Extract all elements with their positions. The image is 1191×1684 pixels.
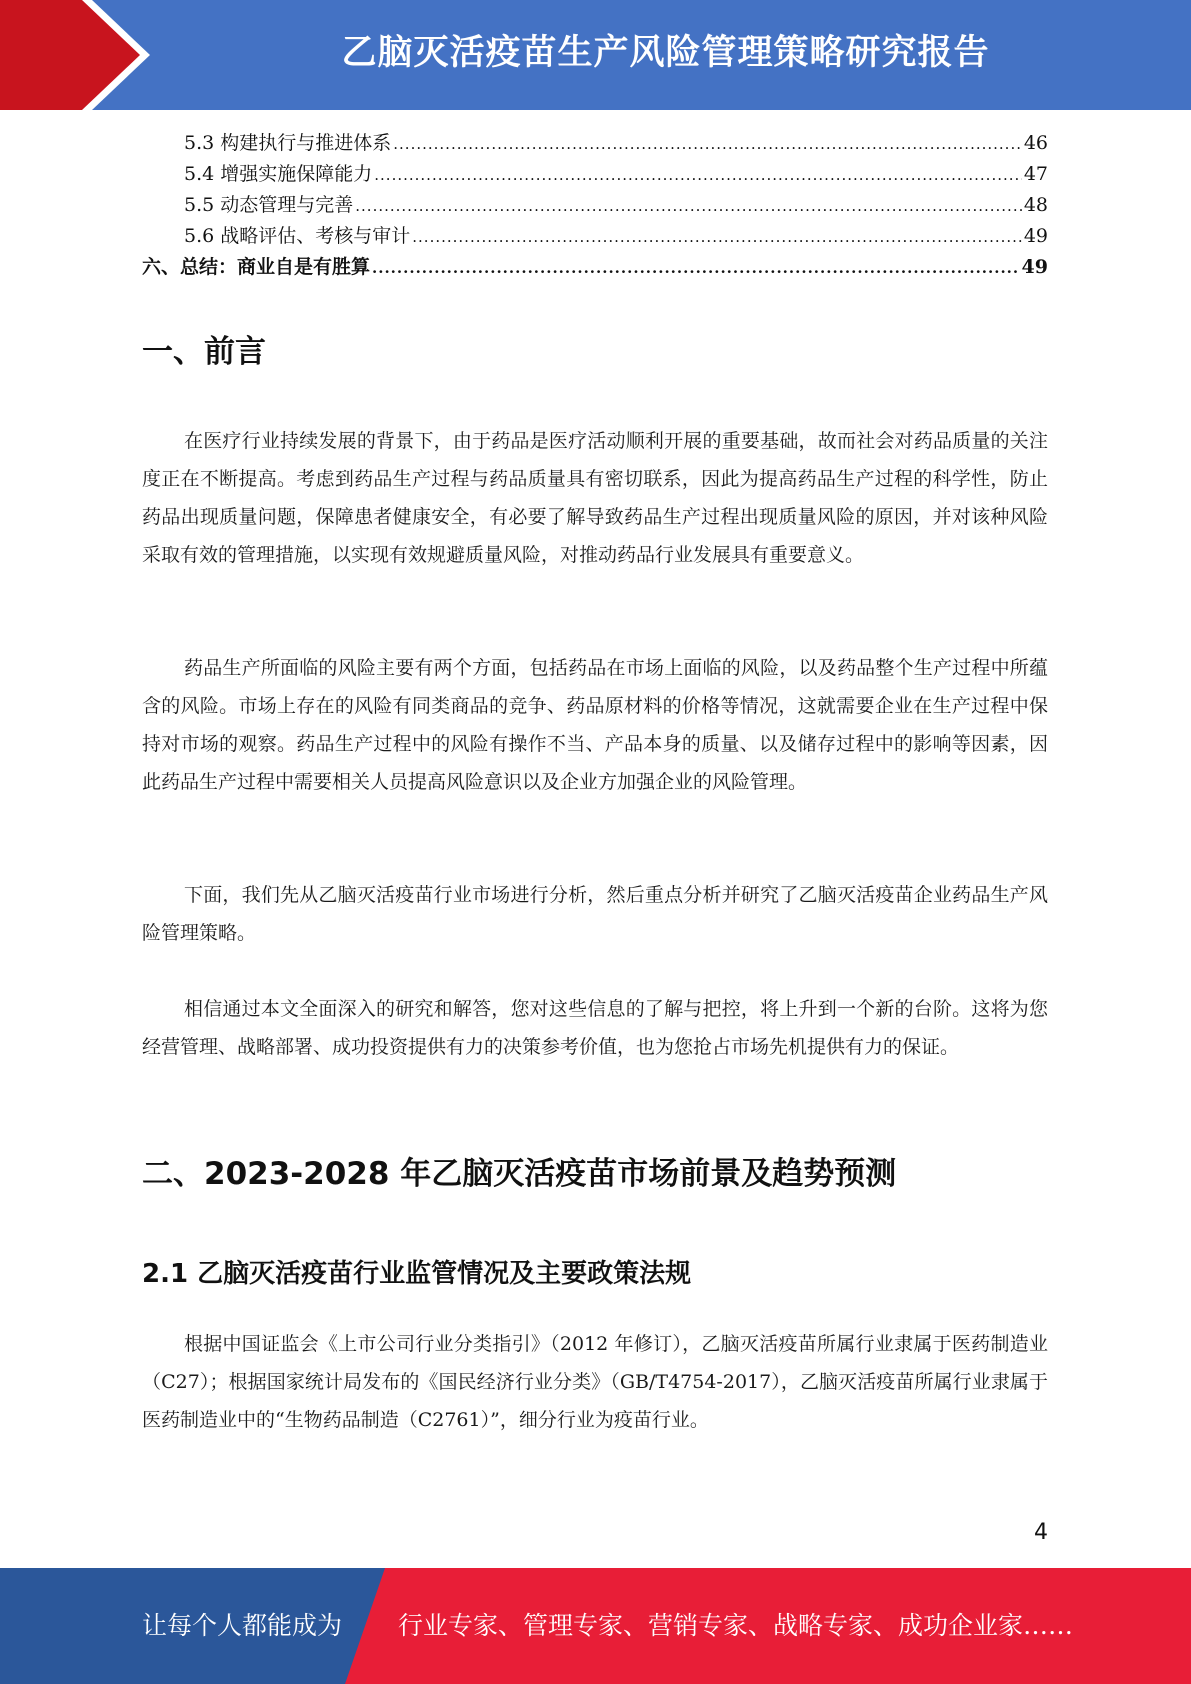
page-footer — [0, 1568, 1191, 1684]
table-of-contents — [142, 128, 1048, 283]
toc-entry-label: 5.3 构建执行与推进体系 — [184, 132, 392, 154]
toc-entry-5-6[interactable] — [142, 221, 1048, 252]
toc-entry-label: 5.4 增强实施保障能力 — [184, 163, 373, 185]
section-heading-market-forecast: 二、2023-2028 年乙脑灭活疫苗市场前景及趋势预测 — [142, 1156, 897, 1192]
toc-entry-page: 46 — [1023, 132, 1048, 154]
toc-entry-page: 48 — [1023, 194, 1048, 216]
toc-entry-label: 5.6 战略评估、考核与审计 — [184, 225, 411, 247]
toc-entry-5-5[interactable] — [142, 190, 1048, 221]
toc-entry-label: 5.5 动态管理与完善 — [184, 194, 354, 216]
toc-entry-5-3[interactable] — [142, 128, 1048, 159]
toc-leader-dots — [372, 253, 1020, 284]
toc-leader-dots — [374, 160, 1022, 191]
report-title: 乙脑灭活疫苗生产风险管理策略研究报告 — [341, 33, 990, 73]
toc-entry-page: 49 — [1021, 256, 1048, 278]
page-number: 4 — [1034, 1520, 1048, 1545]
body-paragraph: 根据中国证监会《上市公司行业分类指引》（2012 年修订），乙脑灭活疫苗所属行业隶属于医药制造业（C27）；根据国家统计局发布的《国民经济行业分类》（GB/T4754-2017），乙脑灭活疫苗所属行业隶属于医药制造业中的“生物药品制造（C2761）”，细分行业为疫苗行业。 — [142, 1333, 1048, 1431]
toc-entry-page: 47 — [1023, 163, 1048, 185]
toc-entry-6[interactable] — [142, 252, 1048, 283]
body-paragraph: 下面，我们先从乙脑灭活疫苗行业市场进行分析，然后重点分析并研究了乙脑灭活疫苗企业药品生产风险管理策略。 — [142, 884, 1048, 944]
footer-slogan-right: 行业专家、管理专家、营销专家、战略专家、成功企业家…… — [398, 1611, 1074, 1640]
toc-leader-dots — [393, 129, 1022, 160]
body-paragraph: 在医疗行业持续发展的背景下，由于药品是医疗活动顺利开展的重要基础，故而社会对药品质量的关注度正在不断提高。考虑到药品生产过程与药品质量具有密切联系，因此为提高药品生产过程的科学性，防止药品出现质量问题，保障患者健康安全，有必要了解导致药品生产过程出现质量风险的原因，并对该种风险采取有效的管理措施，以实现有效规避质量风险，对推动药品行业发展具有重要意义。 — [142, 430, 1048, 566]
toc-entry-5-4[interactable] — [142, 159, 1048, 190]
header-chevron-red — [0, 0, 140, 110]
footer-slogan-left: 让每个人都能成为 — [142, 1611, 343, 1640]
body-paragraph: 药品生产所面临的风险主要有两个方面，包括药品在市场上面临的风险，以及药品整个生产过程中所蕴含的风险。市场上存在的风险有同类商品的竞争、药品原材料的价格等情况，这就需要企业在生产过程中保持对市场的观察。药品生产过程中的风险有操作不当、产品本身的质量、以及储存过程中的影响等因素，因此药品生产过程中需要相关人员提高风险意识以及企业方加强企业的风险管理。 — [142, 657, 1048, 793]
toc-entry-label: 六、总结：商业自是有胜算 — [142, 256, 371, 278]
page-header — [0, 0, 1191, 110]
toc-leader-dots — [412, 222, 1022, 253]
toc-entry-page: 49 — [1023, 225, 1048, 247]
body-paragraph: 相信通过本文全面深入的研究和解答，您对这些信息的了解与把控，将上升到一个新的台阶。这将为您经营管理、战略部署、成功投资提供有力的决策参考价值，也为您抢占市场先机提供有力的保证。 — [142, 998, 1048, 1058]
section-heading-preface: 一、前言 — [142, 334, 266, 370]
toc-leader-dots — [355, 191, 1022, 222]
subsection-heading-regulation: 2.1 乙脑灭活疫苗行业监管情况及主要政策法规 — [142, 1259, 692, 1289]
